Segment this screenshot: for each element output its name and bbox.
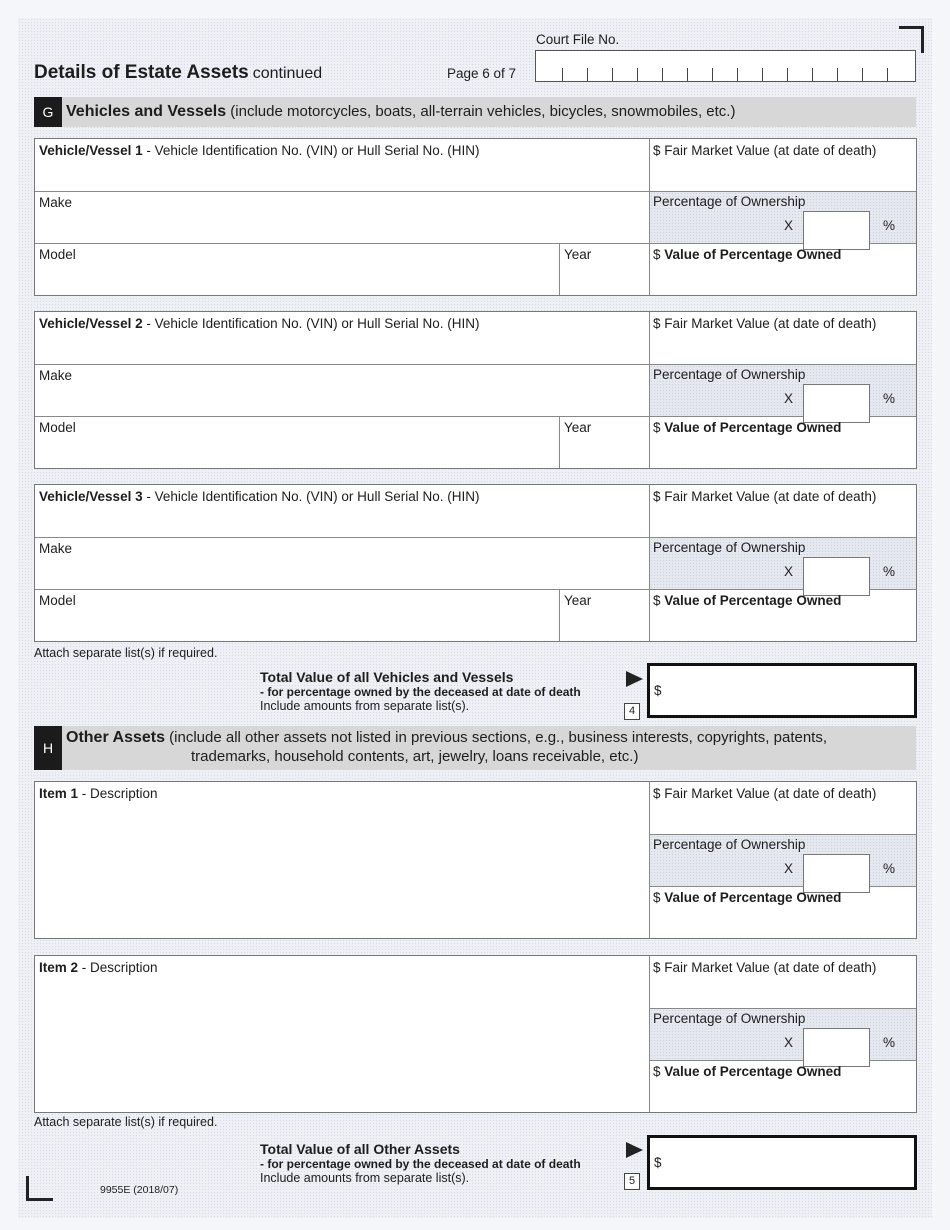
line-number-5: 5 xyxy=(624,1173,640,1190)
court-file-digit-divider xyxy=(687,68,688,81)
total-other-assets-input[interactable]: $ xyxy=(647,1135,917,1190)
section-h-letter: H xyxy=(34,726,62,770)
percentage-input[interactable] xyxy=(803,211,870,250)
section-h-header xyxy=(34,726,916,770)
value-owned-label: $ Value of Percentage Owned xyxy=(653,593,842,608)
make-label: Make xyxy=(39,541,73,556)
court-file-digit-divider xyxy=(862,68,863,81)
row-divider xyxy=(35,589,916,590)
year-label: Year xyxy=(564,420,592,435)
item-description-label: Item 2 - Description xyxy=(39,960,158,975)
line-number-4: 4 xyxy=(624,703,640,720)
page-title: Details of Estate Assets continued xyxy=(34,62,323,83)
court-file-digit-divider xyxy=(737,68,738,81)
multiply-x: X xyxy=(784,1035,794,1050)
title-suffix: continued xyxy=(252,65,323,82)
court-file-label: Court File No. xyxy=(536,32,620,47)
corner-mark-bottom-left xyxy=(26,1176,53,1201)
value-owned-label: $ Value of Percentage Owned xyxy=(653,247,842,262)
model-label: Model xyxy=(39,593,76,608)
arrow-right-icon xyxy=(626,1142,643,1158)
multiply-x: X xyxy=(784,218,794,233)
model-label: Model xyxy=(39,247,76,262)
court-file-digit-divider xyxy=(787,68,788,81)
vehicle-vessel-3-box xyxy=(34,484,917,642)
percent-sign: % xyxy=(883,861,896,876)
attach-note-h: Attach separate list(s) if required. xyxy=(34,1115,218,1129)
court-file-digit-divider xyxy=(812,68,813,81)
percentage-input[interactable] xyxy=(803,1028,870,1067)
court-file-digit-divider xyxy=(762,68,763,81)
percentage-ownership-label: Percentage of Ownership xyxy=(653,540,806,555)
percent-sign: % xyxy=(883,391,896,406)
arrow-right-icon xyxy=(626,671,643,687)
court-file-digit-divider xyxy=(587,68,588,81)
percentage-ownership-label: Percentage of Ownership xyxy=(653,194,806,209)
row-divider xyxy=(649,1060,916,1061)
vehicle-id-label: Vehicle/Vessel 3 - Vehicle Identification No. (VIN) or Hull Serial No. (HIN) xyxy=(39,489,480,504)
make-label: Make xyxy=(39,368,73,383)
court-file-digit-divider xyxy=(612,68,613,81)
court-file-digit-divider xyxy=(637,68,638,81)
row-divider xyxy=(35,243,916,244)
form-number: 9955E (2018/07) xyxy=(100,1184,179,1196)
percent-sign: % xyxy=(883,218,896,233)
model-label: Model xyxy=(39,420,76,435)
section-h-heading: Other Assets (include all other assets not listed in previous sections, e.g., business interests, copyrights, patents, xyxy=(66,729,828,746)
value-owned-label: $ Value of Percentage Owned xyxy=(653,420,842,435)
year-label: Year xyxy=(564,247,592,262)
fair-market-value-label: $ Fair Market Value (at date of death) xyxy=(653,316,877,331)
vehicle-vessel-2-box xyxy=(34,311,917,469)
page-number: Page 6 of 7 xyxy=(447,66,517,81)
percentage-ownership-label: Percentage of Ownership xyxy=(653,367,806,382)
court-file-digit-divider xyxy=(712,68,713,81)
percentage-input[interactable] xyxy=(803,384,870,423)
court-file-digit-divider xyxy=(662,68,663,81)
court-file-digit-divider xyxy=(887,68,888,81)
section-h-heading-line2: trademarks, household contents, art, jewelry, loans receivable, etc.) xyxy=(191,748,639,765)
fair-market-value-label: $ Fair Market Value (at date of death) xyxy=(653,960,877,975)
percentage-ownership-label: Percentage of Ownership xyxy=(653,1011,806,1026)
vehicle-vessel-1-box xyxy=(34,138,917,296)
value-owned-label: $ Value of Percentage Owned xyxy=(653,1064,842,1079)
attach-note-g: Attach separate list(s) if required. xyxy=(34,646,218,660)
percent-sign: % xyxy=(883,564,896,579)
total-vehicles-input[interactable]: $ xyxy=(647,663,917,718)
multiply-x: X xyxy=(784,564,794,579)
section-g-header xyxy=(34,97,916,127)
row-divider xyxy=(35,416,916,417)
make-label: Make xyxy=(39,195,73,210)
fair-market-value-label: $ Fair Market Value (at date of death) xyxy=(653,489,877,504)
year-label: Year xyxy=(564,593,592,608)
multiply-x: X xyxy=(784,391,794,406)
total-vehicles-label: Total Value of all Vehicles and Vessels - for percentage owned by the deceased at date of death Include amounts from separate list(s). xyxy=(260,669,581,713)
item-description-label: Item 1 - Description xyxy=(39,786,158,801)
column-divider xyxy=(559,416,560,468)
vehicle-id-label: Vehicle/Vessel 2 - Vehicle Identification No. (VIN) or Hull Serial No. (HIN) xyxy=(39,316,480,331)
other-asset-item-1-box xyxy=(34,781,917,939)
section-g-letter: G xyxy=(34,97,62,127)
court-file-input[interactable] xyxy=(535,50,916,82)
value-owned-label: $ Value of Percentage Owned xyxy=(653,890,842,905)
total-other-assets-label: Total Value of all Other Assets - for percentage owned by the deceased at date of death Include amounts from separate list(s). xyxy=(260,1141,581,1185)
column-divider xyxy=(559,243,560,295)
fair-market-value-label: $ Fair Market Value (at date of death) xyxy=(653,143,877,158)
percentage-input[interactable] xyxy=(803,557,870,596)
section-g-heading: Vehicles and Vessels (include motorcycles, boats, all-terrain vehicles, bicycles, snowmobiles, etc.) xyxy=(66,103,736,120)
percent-sign: % xyxy=(883,1035,896,1050)
percentage-input[interactable] xyxy=(803,854,870,893)
column-divider xyxy=(559,589,560,641)
other-asset-item-2-box xyxy=(34,955,917,1113)
percentage-ownership-label: Percentage of Ownership xyxy=(653,837,806,852)
court-file-digit-divider xyxy=(837,68,838,81)
corner-mark-top-right xyxy=(899,26,924,53)
court-file-digit-divider xyxy=(562,68,563,81)
multiply-x: X xyxy=(784,861,794,876)
row-divider xyxy=(649,886,916,887)
fair-market-value-label: $ Fair Market Value (at date of death) xyxy=(653,786,877,801)
vehicle-id-label: Vehicle/Vessel 1 - Vehicle Identification No. (VIN) or Hull Serial No. (HIN) xyxy=(39,143,480,158)
